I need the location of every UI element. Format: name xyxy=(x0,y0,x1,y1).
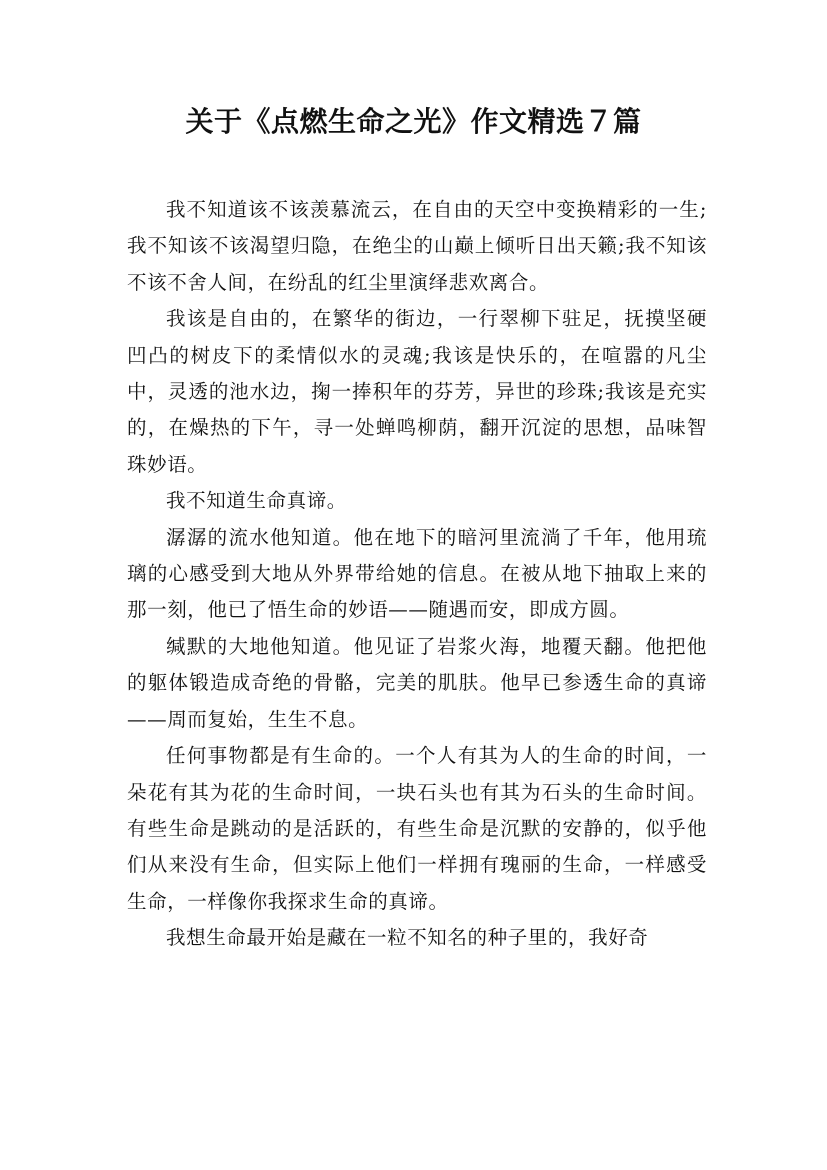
paragraph-6: 任何事物都是有生命的。一个人有其为人的生命的时间，一朵花有其为花的生命时间，一块石头也有其为石头的生命时间。有些生命是跳动的是活跃的，有些生命是沉默的安静的，似乎他们从来没有生命，但实际上他们一样拥有瑰丽的生命，一样感受生命，一样像你我探求生命的真谛。 xyxy=(127,744,707,913)
document-body xyxy=(127,192,707,957)
paragraph-1: 我不知道该不该羡慕流云，在自由的天空中变换精彩的一生;我不知该不该渴望归隐，在绝尘的山巅上倾听日出天籁;我不知该不该不舍人间，在纷乱的红尘里演绎悲欢离合。 xyxy=(127,198,707,294)
paragraph-2: 我该是自由的，在繁华的街边，一行翠柳下驻足，抚摸坚硬凹凸的树皮下的柔情似水的灵魂;我该是快乐的，在喧嚣的凡尘中，灵透的池水边，掬一捧积年的芬芳，异世的珍珠;我该是充实的，在燥热的下午，寻一处蝉鸣柳荫，翻开沉淀的思想，品味智珠妙语。 xyxy=(127,307,707,476)
paragraph-7: 我想生命最开始是藏在一粒不知名的种子里的，我好奇 xyxy=(166,926,649,950)
paragraph-4: 潺潺的流水他知道。他在地下的暗河里流淌了千年，他用琉璃的心感受到大地从外界带给她的信息。在被从地下抽取上来的那一刻，他已了悟生命的妙语——随遇而安，即成方圆。 xyxy=(127,525,707,622)
paragraph-5: 缄默的大地他知道。他见证了岩浆火海，地覆天翻。他把他的躯体锻造成奇绝的骨骼，完美的肌肤。他早已参透生命的真谛——周而复始，生生不息。 xyxy=(127,634,707,731)
document-title: 关于《点燃生命之光》作文精选７篇 xyxy=(185,105,642,138)
paragraph-3: 我不知道生命真谛。 xyxy=(166,489,347,513)
